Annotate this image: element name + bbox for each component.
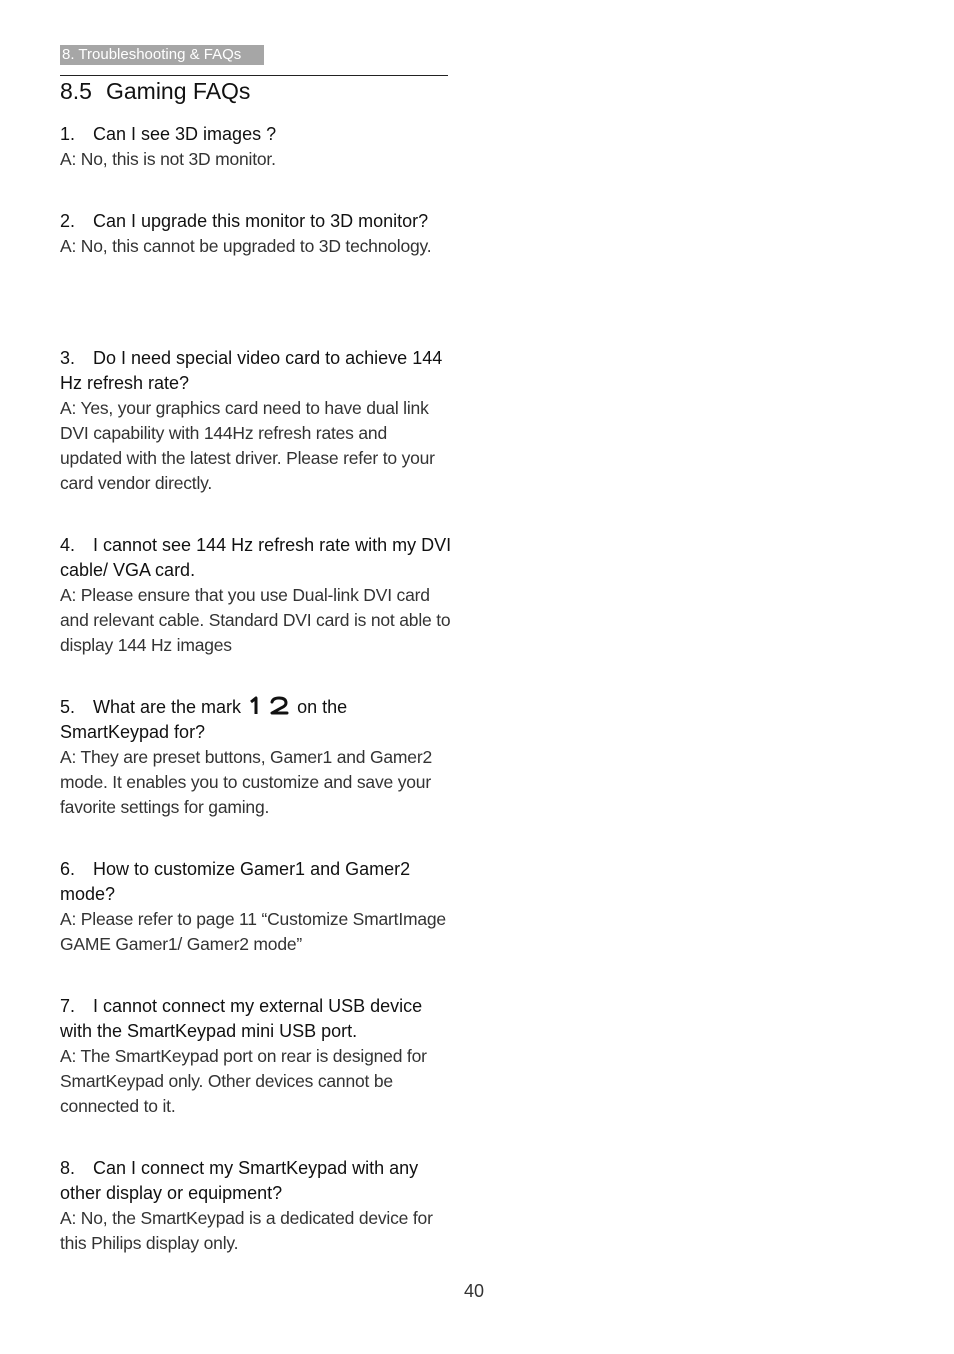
faq-question (60, 209, 452, 234)
faq-number: 2. (60, 211, 76, 231)
page-number: 40 (464, 1281, 485, 1301)
faq-answer: A: Please ensure that you use Dual-link DVI card and relevant cable. Standard DVI card is not able to display 144 Hz images (60, 585, 451, 655)
gamer2-mark-icon (268, 696, 290, 716)
faq-question-text: Can I see 3D images ? (93, 124, 277, 144)
chapter-tab: 8. Troubleshooting & FAQs (60, 45, 264, 65)
faq-number: 5. (60, 697, 76, 717)
section-number: 8.5 (60, 78, 92, 104)
faq-question-text: Can I connect my SmartKeypad with any other display or equipment? (60, 1158, 419, 1203)
faq-question-text: I cannot connect my external USB device with the SmartKeypad mini USB port. (60, 996, 423, 1041)
faq-question-text: on the SmartKeypad for? (60, 697, 348, 742)
faq-question-text: How to customize Gamer1 and Gamer2 mode? (60, 859, 411, 904)
faq-question (60, 994, 452, 1044)
faq-number: 3. (60, 348, 76, 368)
faq-item-1 (60, 122, 452, 172)
faq-answer: A: No, this is not 3D monitor. (60, 149, 276, 169)
faq-question (60, 533, 452, 583)
faq-item-4 (60, 533, 452, 658)
faq-answer: A: Please refer to page 11 “Customize SmartImage GAME Gamer1/ Gamer2 mode” (60, 909, 446, 954)
faq-number: 6. (60, 859, 76, 879)
faq-item-8 (60, 1156, 452, 1256)
faq-question (60, 857, 452, 907)
faq-item-7 (60, 994, 452, 1119)
faq-number: 7. (60, 996, 76, 1016)
faq-answer: A: Yes, your graphics card need to have dual link DVI capability with 144Hz refresh rates and updated with the latest driver. Please refer to your card vendor directly. (60, 398, 435, 493)
faq-question (60, 695, 452, 745)
faq-question-text: Do I need special video card to achieve 144 Hz refresh rate? (60, 348, 443, 393)
faq-answer: A: The SmartKeypad port on rear is designed for SmartKeypad only. Other devices cannot be connected to it. (60, 1046, 427, 1116)
section-title-text: Gaming FAQs (105, 78, 251, 104)
faq-item-2 (60, 209, 452, 259)
faq-item-6 (60, 857, 452, 957)
faq-question-text: What are the mark (93, 697, 242, 717)
section-title (60, 76, 250, 106)
faq-question (60, 1156, 452, 1206)
faq-answer: A: No, this cannot be upgraded to 3D technology. (60, 236, 432, 256)
faq-question-text: I cannot see 144 Hz refresh rate with my DVI cable/ VGA card. (60, 535, 452, 580)
faq-number: 1. (60, 124, 76, 144)
faq-question-text: Can I upgrade this monitor to 3D monitor? (93, 211, 429, 231)
faq-number: 8. (60, 1158, 76, 1178)
faq-question (60, 346, 452, 396)
faq-answer: A: No, the SmartKeypad is a dedicated device for this Philips display only. (60, 1208, 433, 1253)
faq-item-5 (60, 695, 452, 820)
faq-number: 4. (60, 535, 76, 555)
faq-answer: A: They are preset buttons, Gamer1 and Gamer2 mode. It enables you to customize and save your favorite settings for gaming. (60, 747, 432, 817)
faq-question (60, 122, 452, 147)
faq-item-3 (60, 346, 452, 496)
